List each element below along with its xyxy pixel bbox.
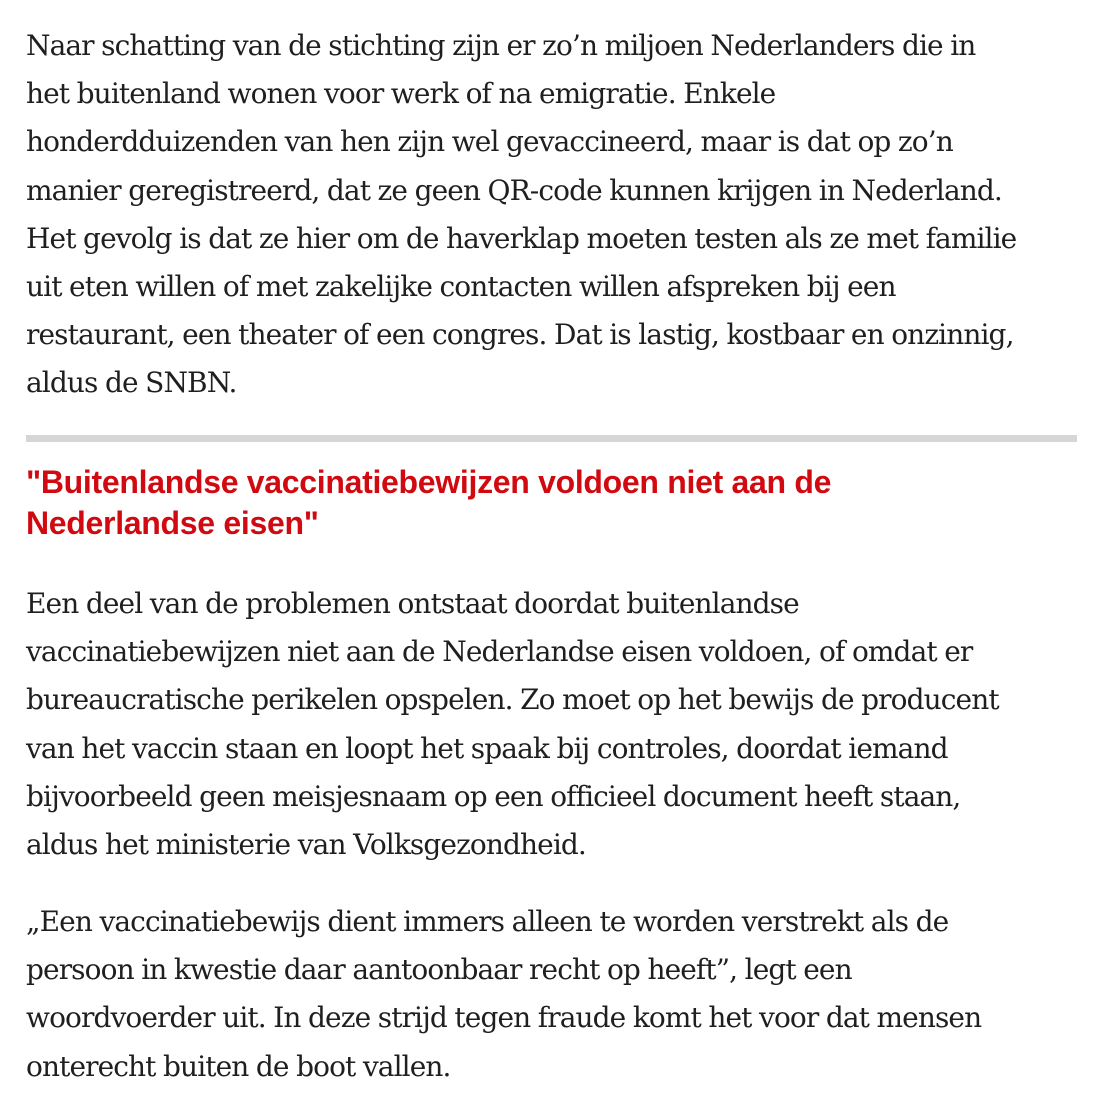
paragraph-line: Het gevolg is dat ze hier om de haverklap moeten testen als ze met familie bbox=[26, 221, 1017, 255]
paragraph-line: manier geregistreerd, dat ze geen QR-code kunnen krijgen in Nederland. bbox=[26, 173, 1002, 207]
paragraph-line: Naar schatting van de stichting zijn er zo’n miljoen Nederlanders die in bbox=[26, 29, 976, 62]
article-paragraph-2 bbox=[26, 580, 999, 869]
paragraph-line: bijvoorbeeld geen meisjesnaam op een officieel document heeft staan, bbox=[26, 779, 961, 813]
paragraph-line: aldus de SNBN. bbox=[26, 366, 237, 400]
paragraph-line: uit eten willen of met zakelijke contacten willen afspreken bij een bbox=[26, 270, 896, 304]
paragraph-line: restaurant, een theater of een congres. Dat is lastig, kostbaar en onzinnig, bbox=[26, 318, 1014, 352]
article-paragraph-1 bbox=[26, 22, 1016, 408]
paragraph-line: bureaucratische perikelen opspelen. Zo moet op het bewijs de producent bbox=[26, 683, 999, 717]
paragraph-line: woordvoerder uit. In deze strijd tegen fraude komt het voor dat mensen bbox=[26, 1001, 982, 1035]
paragraph-line: persoon in kwestie daar aantoonbaar recht op heeft”, legt een bbox=[26, 953, 852, 987]
paragraph-line: honderdduizenden van hen zijn wel gevaccineerd, maar is dat op zo’n bbox=[26, 125, 953, 159]
paragraph-line: het buitenland wonen voor werk of na emigratie. Enkele bbox=[26, 77, 776, 111]
paragraph-line: onterecht buiten de boot vallen. bbox=[26, 1049, 451, 1083]
paragraph-line: aldus het ministerie van Volksgezondheid. bbox=[26, 828, 586, 862]
subheading-line: Nederlandse eisen" bbox=[26, 505, 319, 541]
paragraph-line: vaccinatiebewijzen niet aan de Nederlandse eisen voldoen, of omdat er bbox=[26, 635, 973, 669]
article-paragraph-3 bbox=[26, 898, 981, 1091]
paragraph-line: „Een vaccinatiebewijs dient immers alleen te worden verstrekt als de bbox=[26, 905, 949, 938]
subheading-line: "Buitenlandse vaccinatiebewijzen voldoen niet aan de bbox=[26, 464, 832, 500]
paragraph-line: van het vaccin staan en loopt het spaak bij controles, doordat iemand bbox=[26, 731, 948, 765]
section-divider bbox=[26, 435, 1077, 442]
paragraph-line: Een deel van de problemen ontstaat doordat buitenlandse bbox=[26, 587, 799, 620]
section-subheading bbox=[26, 462, 1086, 544]
